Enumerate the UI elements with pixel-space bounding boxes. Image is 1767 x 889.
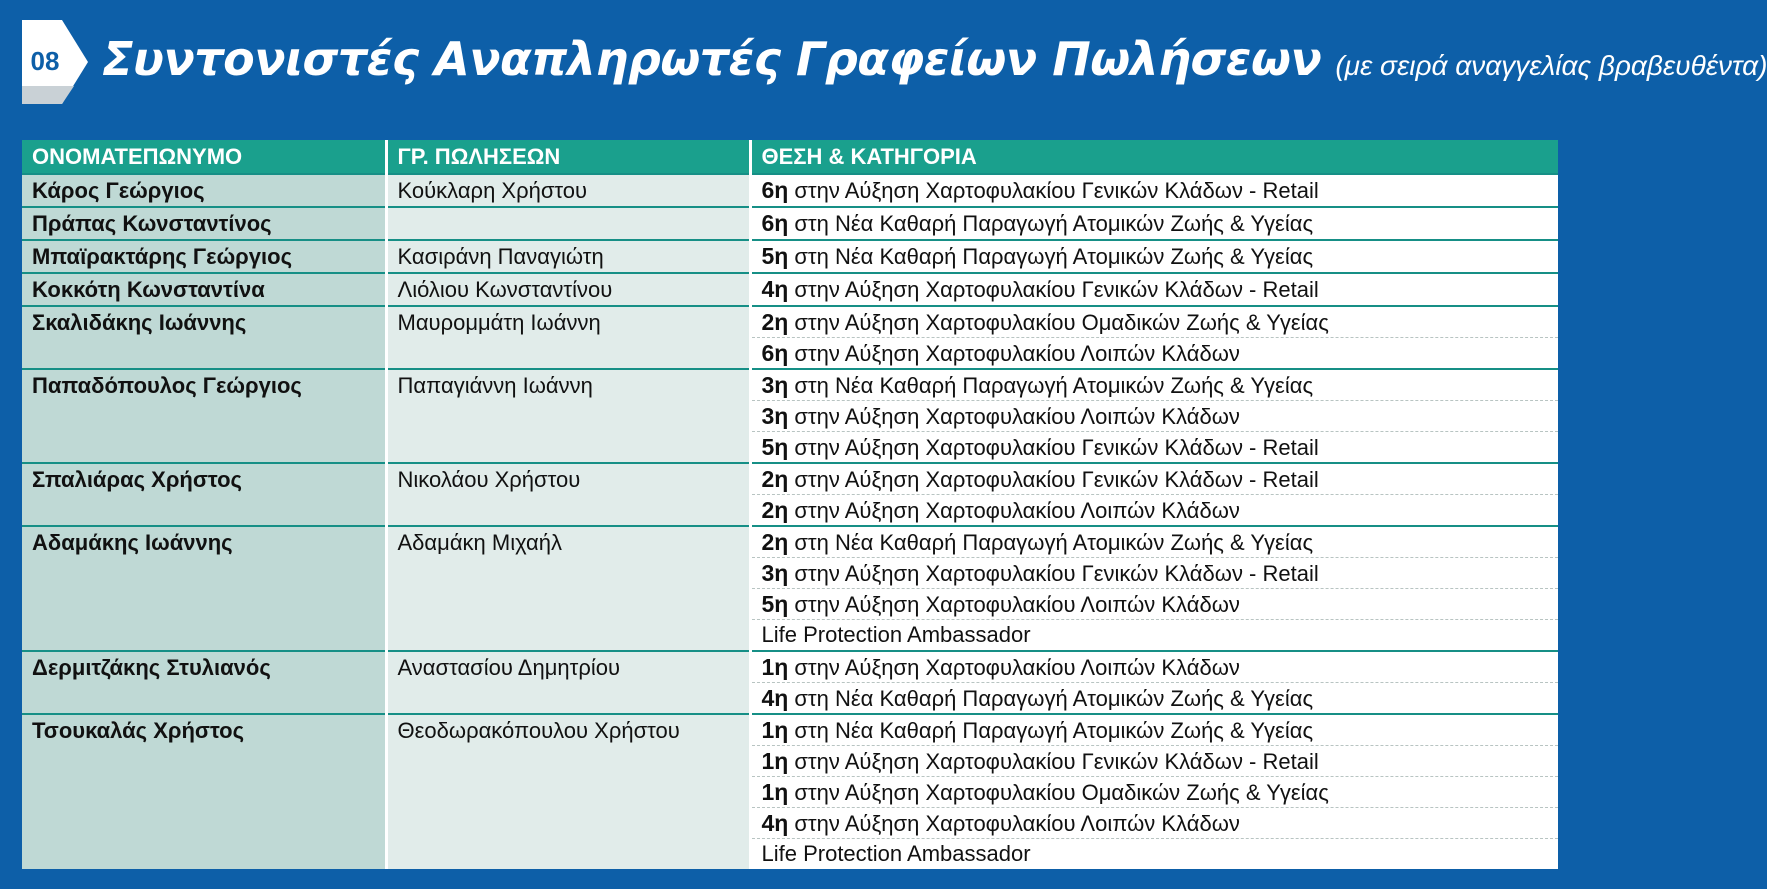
winner-name: Σπαλιάρας Χρήστος bbox=[22, 463, 386, 526]
table-row bbox=[22, 714, 1558, 869]
award-entry bbox=[752, 370, 1559, 401]
award-category: στη Νέα Καθαρή Παραγωγή Ατομικών Ζωής & Υγείας bbox=[794, 686, 1314, 711]
position-category-cell bbox=[750, 526, 1558, 651]
sales-office: Λιόλιου Κωνσταντίνου bbox=[386, 273, 750, 306]
award-category: στην Αύξηση Χαρτοφυλακίου Γενικών Κλάδων - Retail bbox=[794, 467, 1319, 492]
table-row bbox=[22, 651, 1558, 714]
winner-name: Δερμιτζάκης Στυλιανός bbox=[22, 651, 386, 714]
award-entry bbox=[752, 495, 1559, 525]
award-category: στη Νέα Καθαρή Παραγωγή Ατομικών Ζωής & Υγείας bbox=[794, 718, 1314, 743]
position-category-cell bbox=[750, 273, 1558, 306]
column-header-office: ΓΡ. ΠΩΛΗΣΕΩΝ bbox=[386, 140, 750, 174]
award-entry bbox=[752, 652, 1559, 683]
award-rank: 1η bbox=[761, 779, 789, 805]
award-entry bbox=[752, 589, 1559, 620]
table-row bbox=[22, 240, 1558, 273]
position-category-cell bbox=[750, 651, 1558, 714]
winner-name: Κάρος Γεώργιος bbox=[22, 174, 386, 207]
sales-office: Κασιράνη Παναγιώτη bbox=[386, 240, 750, 273]
award-rank: 1η bbox=[761, 717, 789, 743]
section-badge bbox=[22, 20, 88, 104]
award-category: στη Νέα Καθαρή Παραγωγή Ατομικών Ζωής & Υγείας bbox=[794, 530, 1314, 555]
position-category-cell bbox=[750, 463, 1558, 526]
position-category-cell bbox=[750, 369, 1558, 463]
award-category: στην Αύξηση Χαρτοφυλακίου Γενικών Κλάδων - Retail bbox=[794, 749, 1319, 774]
award-rank: 2η bbox=[761, 309, 789, 335]
award-entry bbox=[752, 527, 1559, 558]
award-category: στην Αύξηση Χαρτοφυλακίου Λοιπών Κλάδων bbox=[794, 655, 1240, 680]
award-rank: 5η bbox=[761, 591, 789, 617]
award-category: στην Αύξηση Χαρτοφυλακίου Ομαδικών Ζωής & Υγείας bbox=[794, 780, 1329, 805]
results-table bbox=[22, 140, 1558, 869]
award-entry bbox=[752, 777, 1559, 808]
award-entry bbox=[752, 274, 1559, 304]
award-category: στη Νέα Καθαρή Παραγωγή Ατομικών Ζωής & Υγείας bbox=[794, 373, 1314, 398]
table-row bbox=[22, 369, 1558, 463]
award-entry bbox=[752, 432, 1559, 462]
position-category-cell bbox=[750, 306, 1558, 369]
award-rank: 3η bbox=[761, 372, 789, 398]
page-title bbox=[102, 32, 1767, 86]
award-rank: 6η bbox=[761, 210, 789, 236]
award-category: στην Αύξηση Χαρτοφυλακίου Ομαδικών Ζωής & Υγείας bbox=[794, 310, 1329, 335]
award-category: στην Αύξηση Χαρτοφυλακίου Γενικών Κλάδων - Retail bbox=[794, 277, 1319, 302]
table-row bbox=[22, 526, 1558, 651]
position-category-cell bbox=[750, 240, 1558, 273]
award-rank: 2η bbox=[761, 497, 789, 523]
position-category-cell bbox=[750, 207, 1558, 240]
award-rank: 5η bbox=[761, 434, 789, 460]
award-category: στην Αύξηση Χαρτοφυλακίου Λοιπών Κλάδων bbox=[794, 404, 1240, 429]
table-row bbox=[22, 306, 1558, 369]
title-text: Συντονιστές Αναπληρωτές Γραφείων Πωλήσεων bbox=[102, 32, 1322, 86]
award-rank: 6η bbox=[761, 177, 789, 203]
award-entry bbox=[752, 175, 1559, 205]
award-entry bbox=[752, 746, 1559, 777]
award-rank: 6η bbox=[761, 340, 789, 366]
award-entry bbox=[752, 208, 1559, 238]
sales-office: Μαυρομμάτη Ιωάννη bbox=[386, 306, 750, 369]
award-category: στην Αύξηση Χαρτοφυλακίου Λοιπών Κλάδων bbox=[794, 498, 1240, 523]
title-subtitle: (με σειρά αναγγελίας βραβευθέντα) bbox=[1335, 50, 1767, 81]
award-entry bbox=[752, 683, 1559, 713]
winner-name: Αδαμάκης Ιωάννης bbox=[22, 526, 386, 651]
sales-office: Θεοδωρακόπουλου Χρήστου bbox=[386, 714, 750, 869]
award-rank: 5η bbox=[761, 243, 789, 269]
page-header bbox=[22, 18, 1767, 102]
award-rank: 1η bbox=[761, 654, 789, 680]
award-category: στη Νέα Καθαρή Παραγωγή Ατομικών Ζωής & Υγείας bbox=[794, 211, 1314, 236]
sales-office bbox=[386, 207, 750, 240]
award-entry bbox=[752, 464, 1559, 495]
award-entry bbox=[752, 620, 1559, 650]
award-category: στην Αύξηση Χαρτοφυλακίου Λοιπών Κλάδων bbox=[794, 592, 1240, 617]
winner-name: Σκαλιδάκης Ιωάννης bbox=[22, 306, 386, 369]
award-category: στην Αύξηση Χαρτοφυλακίου Λοιπών Κλάδων bbox=[794, 811, 1240, 836]
sales-office: Νικολάου Χρήστου bbox=[386, 463, 750, 526]
position-category-cell bbox=[750, 174, 1558, 207]
award-entry bbox=[752, 715, 1559, 746]
table-row bbox=[22, 463, 1558, 526]
award-category: στην Αύξηση Χαρτοφυλακίου Γενικών Κλάδων - Retail bbox=[794, 435, 1319, 460]
award-category: στην Αύξηση Χαρτοφυλακίου Γενικών Κλάδων - Retail bbox=[794, 561, 1319, 586]
winner-name: Τσουκαλάς Χρήστος bbox=[22, 714, 386, 869]
award-entry bbox=[752, 558, 1559, 589]
award-rank: 4η bbox=[761, 276, 789, 302]
award-rank: 4η bbox=[761, 810, 789, 836]
award-entry bbox=[752, 401, 1559, 432]
award-rank: 3η bbox=[761, 403, 789, 429]
award-entry bbox=[752, 839, 1559, 869]
award-category: στην Αύξηση Χαρτοφυλακίου Λοιπών Κλάδων bbox=[794, 341, 1240, 366]
sales-office: Παπαγιάννη Ιωάννη bbox=[386, 369, 750, 463]
winner-name: Παπαδόπουλος Γεώργιος bbox=[22, 369, 386, 463]
position-category-cell bbox=[750, 714, 1558, 869]
results-table-container bbox=[22, 140, 1558, 869]
award-category: στην Αύξηση Χαρτοφυλακίου Γενικών Κλάδων - Retail bbox=[794, 178, 1319, 203]
award-category: Life Protection Ambassador bbox=[761, 622, 1031, 647]
award-entry bbox=[752, 808, 1559, 839]
table-row bbox=[22, 174, 1558, 207]
award-rank: 2η bbox=[761, 529, 789, 555]
award-category: στη Νέα Καθαρή Παραγωγή Ατομικών Ζωής & Υγείας bbox=[794, 244, 1314, 269]
award-rank: 1η bbox=[761, 748, 789, 774]
table-row bbox=[22, 273, 1558, 306]
column-header-category: ΘΕΣΗ & ΚΑΤΗΓΟΡΙΑ bbox=[750, 140, 1558, 174]
sales-office: Κούκλαρη Χρήστου bbox=[386, 174, 750, 207]
sales-office: Αδαμάκη Μιχαήλ bbox=[386, 526, 750, 651]
award-entry bbox=[752, 307, 1559, 338]
table-body bbox=[22, 174, 1558, 869]
award-entry bbox=[752, 241, 1559, 271]
award-rank: 2η bbox=[761, 466, 789, 492]
winner-name: Πράπας Κωνσταντίνος bbox=[22, 207, 386, 240]
award-rank: 3η bbox=[761, 560, 789, 586]
section-number: 08 bbox=[30, 46, 60, 76]
table-row bbox=[22, 207, 1558, 240]
sales-office: Αναστασίου Δημητρίου bbox=[386, 651, 750, 714]
award-entry bbox=[752, 338, 1559, 368]
table-header-row bbox=[22, 140, 1558, 174]
column-header-name: ΟΝΟΜΑΤΕΠΩΝΥΜΟ bbox=[22, 140, 386, 174]
award-category: Life Protection Ambassador bbox=[761, 841, 1031, 866]
winner-name: Μπαϊρακτάρης Γεώργιος bbox=[22, 240, 386, 273]
winner-name: Κοκκότη Κωνσταντίνα bbox=[22, 273, 386, 306]
award-rank: 4η bbox=[761, 685, 789, 711]
